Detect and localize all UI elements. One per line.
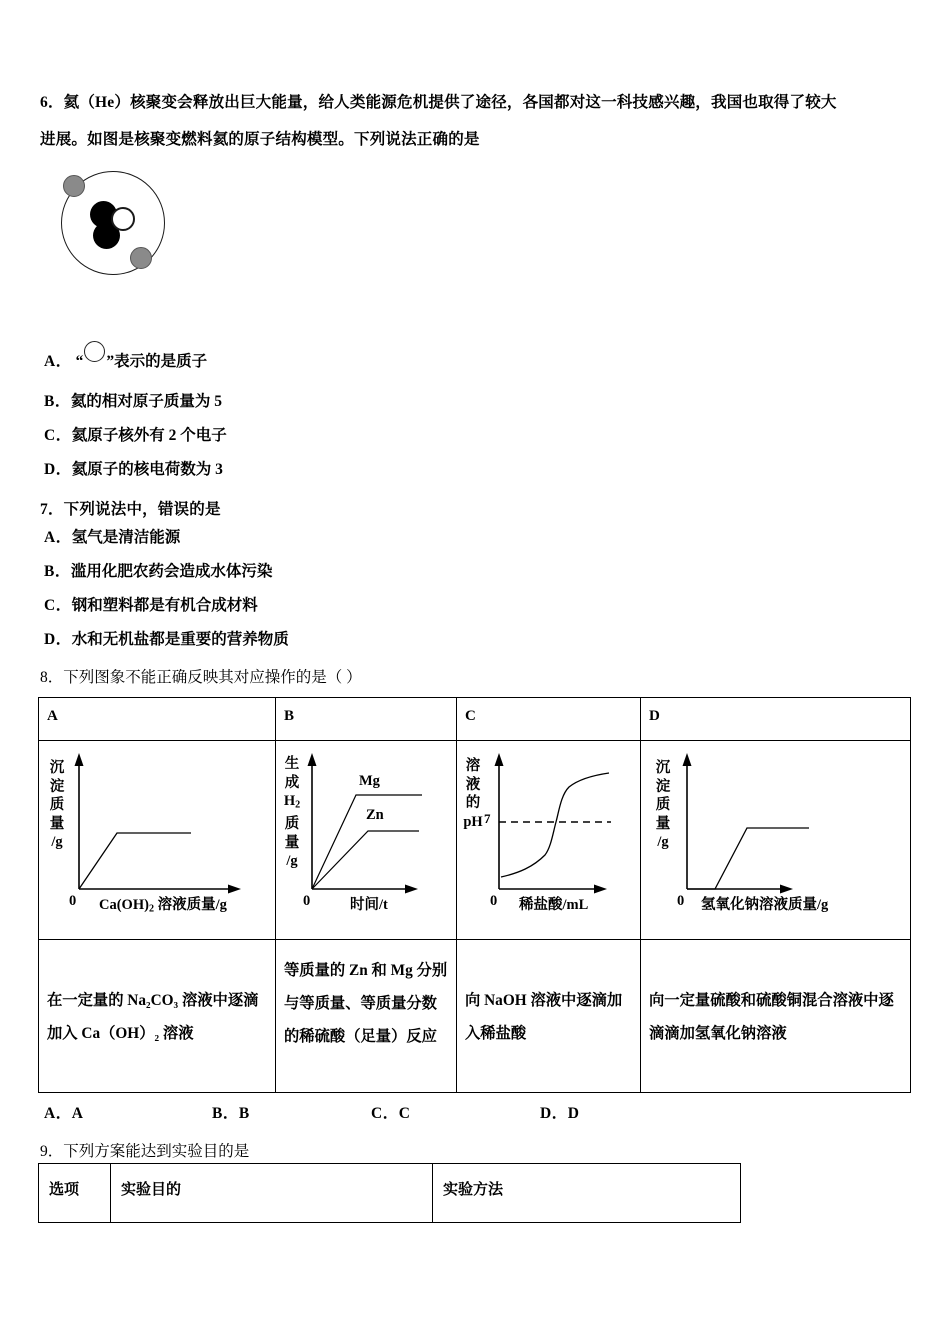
question-6-option-b: [44, 389, 222, 411]
option-c-text: 钢和塑料都是有机合成材料: [71, 597, 258, 614]
chart-c-x-axis-label: 稀盐酸/mL: [519, 897, 589, 913]
column-header-a: A: [47, 708, 58, 724]
option-a-label: A．: [44, 529, 72, 546]
option-b-label: B．: [44, 563, 71, 580]
column-header-c: C: [465, 708, 476, 724]
answer-d-text: D: [567, 1105, 579, 1122]
description-cell-d: [641, 940, 911, 1093]
answer-b-text: B: [238, 1105, 250, 1122]
chart-d-origin-label: 0: [677, 893, 685, 909]
chart-cell-d: [641, 741, 911, 940]
electron-particle: [130, 247, 152, 269]
column-header-b: B: [284, 708, 295, 724]
option-c-label: C．: [44, 597, 72, 614]
answer-c-label: C．: [371, 1105, 399, 1122]
chart-c-y-axis-label: 溶 液 的 pH: [463, 758, 483, 830]
question-7-option-c: [44, 593, 258, 615]
option-a-label: A．: [44, 353, 72, 370]
answer-a-label: A．: [44, 1105, 72, 1122]
option-a-text: 氢气是清洁能源: [71, 529, 181, 546]
chart-c-y-tick-7: 7: [484, 811, 491, 826]
q9-header-cell-method: [433, 1164, 741, 1223]
question-6-option-d: [44, 457, 223, 479]
option-a-suffix: ”表示的是质子: [106, 353, 208, 370]
column-header-b-cell: [276, 698, 457, 741]
description-a: 在一定量的 Na₂CO₃ 溶液中逐滴加入 Ca（OH）₂ 溶液: [47, 992, 259, 1042]
q9-header-cell-option: [39, 1164, 111, 1223]
chart-A: [39, 741, 275, 939]
description-cell-c: [457, 940, 641, 1093]
answer-b-label: B．: [212, 1105, 239, 1122]
nucleus-white-particle: [111, 207, 135, 231]
chart-a-x-axis-label: $Ca(OH)_2$ 溶液质量/g: [99, 897, 227, 915]
option-b-label: B．: [44, 393, 71, 410]
description-b: 等质量的 Zn 和 Mg 分别与等质量、等质量分数的稀硫酸（足量）反应: [284, 962, 448, 1045]
description-c: 向 NaOH 溶液中逐滴加入稀盐酸: [465, 992, 623, 1042]
option-d-text: 水和无机盐都是重要的营养物质: [71, 631, 289, 648]
chart-d-y-axis-label: 沉 淀 质 量 /g: [655, 760, 671, 850]
helium-atom-diagram: [57, 167, 173, 283]
open-circle-icon: [84, 341, 105, 362]
question-9-stem: 9．下列方案能达到实验目的是: [40, 1143, 250, 1160]
description-cell-a: [39, 940, 276, 1093]
chart-b-series-label-mg: Mg: [359, 773, 380, 789]
question-6-option-a: [44, 341, 207, 371]
question-6-stem-line-2: 进展。如图是核聚变燃料氦的原子结构模型。下列说法正确的是: [40, 131, 480, 148]
option-d-text: 氦原子的核电荷数为 3: [71, 461, 223, 478]
chart-cell-c: [457, 741, 641, 940]
chart-B: [276, 741, 456, 939]
chart-d-x-axis-label: 氢氧化钠溶液质量/g: [701, 897, 829, 913]
question-7-stem: 7．下列说法中，错误的是: [40, 501, 221, 518]
chart-b-y-axis-label: 生 成 $H_2$ 质 量 /g: [283, 756, 301, 870]
question-7-option-a: [44, 525, 180, 547]
chart-a-origin-label: 0: [69, 893, 77, 909]
question-9-table: [38, 1163, 741, 1223]
q9-header-option: 选项: [49, 1182, 80, 1198]
question-8-chart-table: [38, 697, 911, 1093]
chart-b-series-label-zn: Zn: [366, 807, 384, 823]
chart-C: [457, 741, 640, 939]
q9-header-cell-purpose: [111, 1164, 433, 1223]
question-8-answer-b: [212, 1101, 249, 1123]
answer-a-text: A: [71, 1105, 83, 1122]
chart-b-x-axis-label: 时间/t: [350, 897, 388, 913]
chart-D: [641, 741, 910, 939]
electron-particle: [63, 175, 85, 197]
chart-cell-b: [276, 741, 457, 940]
q9-header-purpose: 实验目的: [121, 1182, 182, 1198]
question-6-stem: [40, 84, 920, 158]
chart-a-y-axis-label: 沉 淀 质 量 /g: [49, 760, 65, 850]
question-7-option-b: [44, 559, 272, 581]
description-cell-b: [276, 940, 457, 1093]
table-row-charts: [39, 741, 911, 940]
column-header-d-cell: [641, 698, 911, 741]
column-header-d: D: [649, 708, 660, 724]
chart-c-origin-label: 0: [490, 893, 498, 909]
column-header-a-cell: [39, 698, 276, 741]
option-d-label: D．: [44, 631, 72, 648]
question-8-answer-d: [540, 1101, 579, 1123]
table-row: [39, 1164, 741, 1223]
question-6-stem-line-1: 6．氦（He）核聚变会释放出巨大能量，给人类能源危机提供了途径，各国都对这一科技感兴趣，我国也取得了较大: [40, 94, 837, 111]
question-8-stem: 8．下列图象不能正确反映其对应操作的是（ ）: [40, 669, 362, 686]
table-row-headers: [39, 698, 911, 741]
chart-b-origin-label: 0: [303, 893, 311, 909]
option-d-label: D．: [44, 461, 72, 478]
option-a-prefix: “: [75, 353, 84, 370]
question-6-option-c: [44, 423, 227, 445]
option-c-text: 氦原子核外有 2 个电子: [71, 427, 227, 444]
question-8-answer-a: [44, 1101, 83, 1123]
chart-cell-a: [39, 741, 276, 940]
option-b-text: 氦的相对原子质量为 5: [70, 393, 222, 410]
table-row-descriptions: [39, 940, 911, 1093]
question-7-option-d: [44, 627, 289, 649]
column-header-c-cell: [457, 698, 641, 741]
answer-c-text: C: [398, 1105, 410, 1122]
answer-d-label: D．: [540, 1105, 568, 1122]
question-8-answer-c: [371, 1101, 410, 1123]
option-b-text: 滥用化肥农药会造成水体污染: [70, 563, 273, 580]
q9-header-method: 实验方法: [443, 1182, 504, 1198]
description-d: 向一定量硫酸和硫酸铜混合溶液中逐滴滴加氢氧化钠溶液: [649, 992, 894, 1042]
option-c-label: C．: [44, 427, 72, 444]
